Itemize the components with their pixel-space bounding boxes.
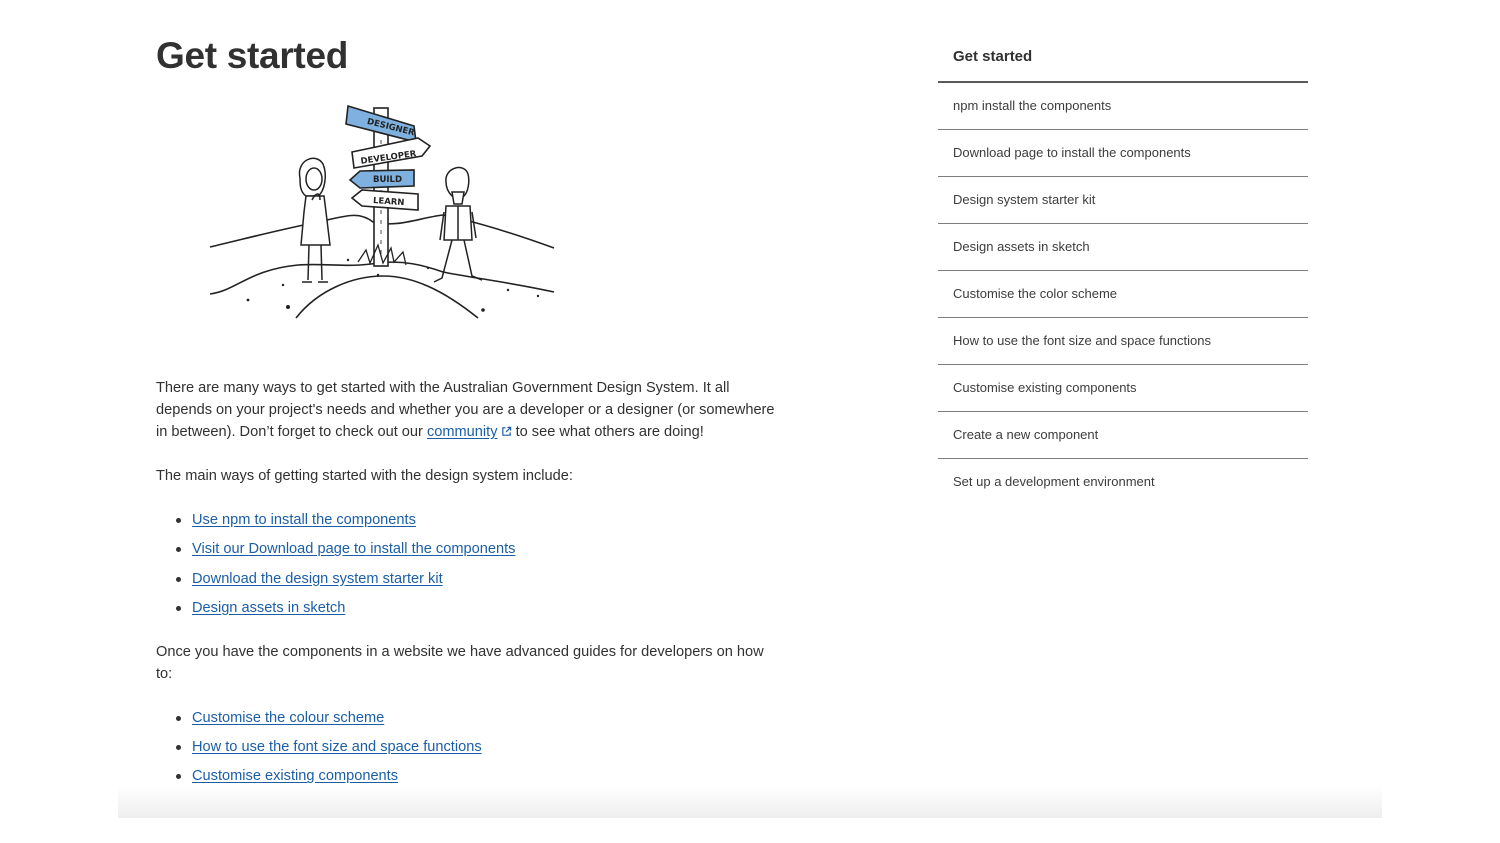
sign-developer: DEVELOPER [359,149,418,167]
advanced-paragraph: Once you have the components in a website we have advanced guides for developers on how to: [156,643,764,682]
bullet-icon [176,716,181,721]
sidebar-item-dev-environment[interactable]: Set up a development environment [953,474,1155,489]
bullet-icon [176,518,181,523]
font-size-space-link[interactable]: How to use the font size and space functions [192,739,482,756]
sidebar-item-color-scheme[interactable]: Customise the color scheme [938,271,1308,318]
advanced-guides-list [156,707,776,788]
sketch-assets-link[interactable]: Design assets in sketch [192,599,346,616]
intro-paragraph [156,377,776,443]
bullet-icon [176,606,181,611]
man-figure [434,168,482,282]
sidebar-nav [938,34,1308,505]
bullet-icon [176,547,181,552]
bullet-icon [176,577,181,582]
intro-text: There are many ways to get started with the Australian Government Design System. It all depends on your project's needs and whether you are a developer or a designer (or somewhere in between). Don’t forget to check out our [156,380,775,440]
hero-illustration [208,100,560,336]
community-link-label: community [426,424,498,440]
sign-designer: DESIGNER [365,116,416,139]
sidebar-item-new-component[interactable]: Create a new component [938,412,1308,459]
sign-learn: LEARN [372,195,405,209]
bullet-icon [176,745,181,750]
sidebar-item-download-page[interactable]: Download page to install the components [938,130,1308,177]
list-item [176,509,776,531]
sidebar-item-font-size-space[interactable]: How to use the font size and space functions [938,318,1308,365]
sidebar-item-design-assets[interactable]: Design assets in sketch [938,224,1308,271]
signpost-illustration [208,100,560,336]
list-item [176,765,776,787]
bullet-icon [176,774,181,779]
community-link[interactable] [427,424,498,440]
customise-components-link[interactable]: Customise existing components [192,768,399,785]
sidebar-item-customise-components[interactable]: Customise existing components [938,365,1308,412]
bottom-fade [118,786,1382,818]
intro-text-end: to see what others are doing! [511,424,704,440]
page-title: Get started [156,35,349,76]
list-item [176,736,776,758]
sidebar-item-npm-install[interactable]: npm install the components [938,83,1308,130]
sidebar-item-starter-kit[interactable]: Design system starter kit [938,177,1308,224]
main-ways-list [156,509,776,619]
list-item [176,568,776,590]
main-content [156,30,776,795]
colour-scheme-link[interactable]: Customise the colour scheme [192,709,385,726]
list-item [176,707,776,729]
list-item [176,538,776,560]
main-ways-paragraph: The main ways of getting started with the design system include: [156,468,573,484]
starter-kit-link[interactable]: Download the design system starter kit [192,570,443,587]
list-item [176,597,776,619]
download-page-link[interactable]: Visit our Download page to install the components [192,541,516,558]
woman-figure [299,158,330,282]
sidebar-title[interactable]: Get started [938,34,1308,83]
external-link-icon [501,426,512,437]
npm-install-link[interactable]: Use npm to install the components [192,512,416,528]
sign-build: BUILD [373,175,403,185]
